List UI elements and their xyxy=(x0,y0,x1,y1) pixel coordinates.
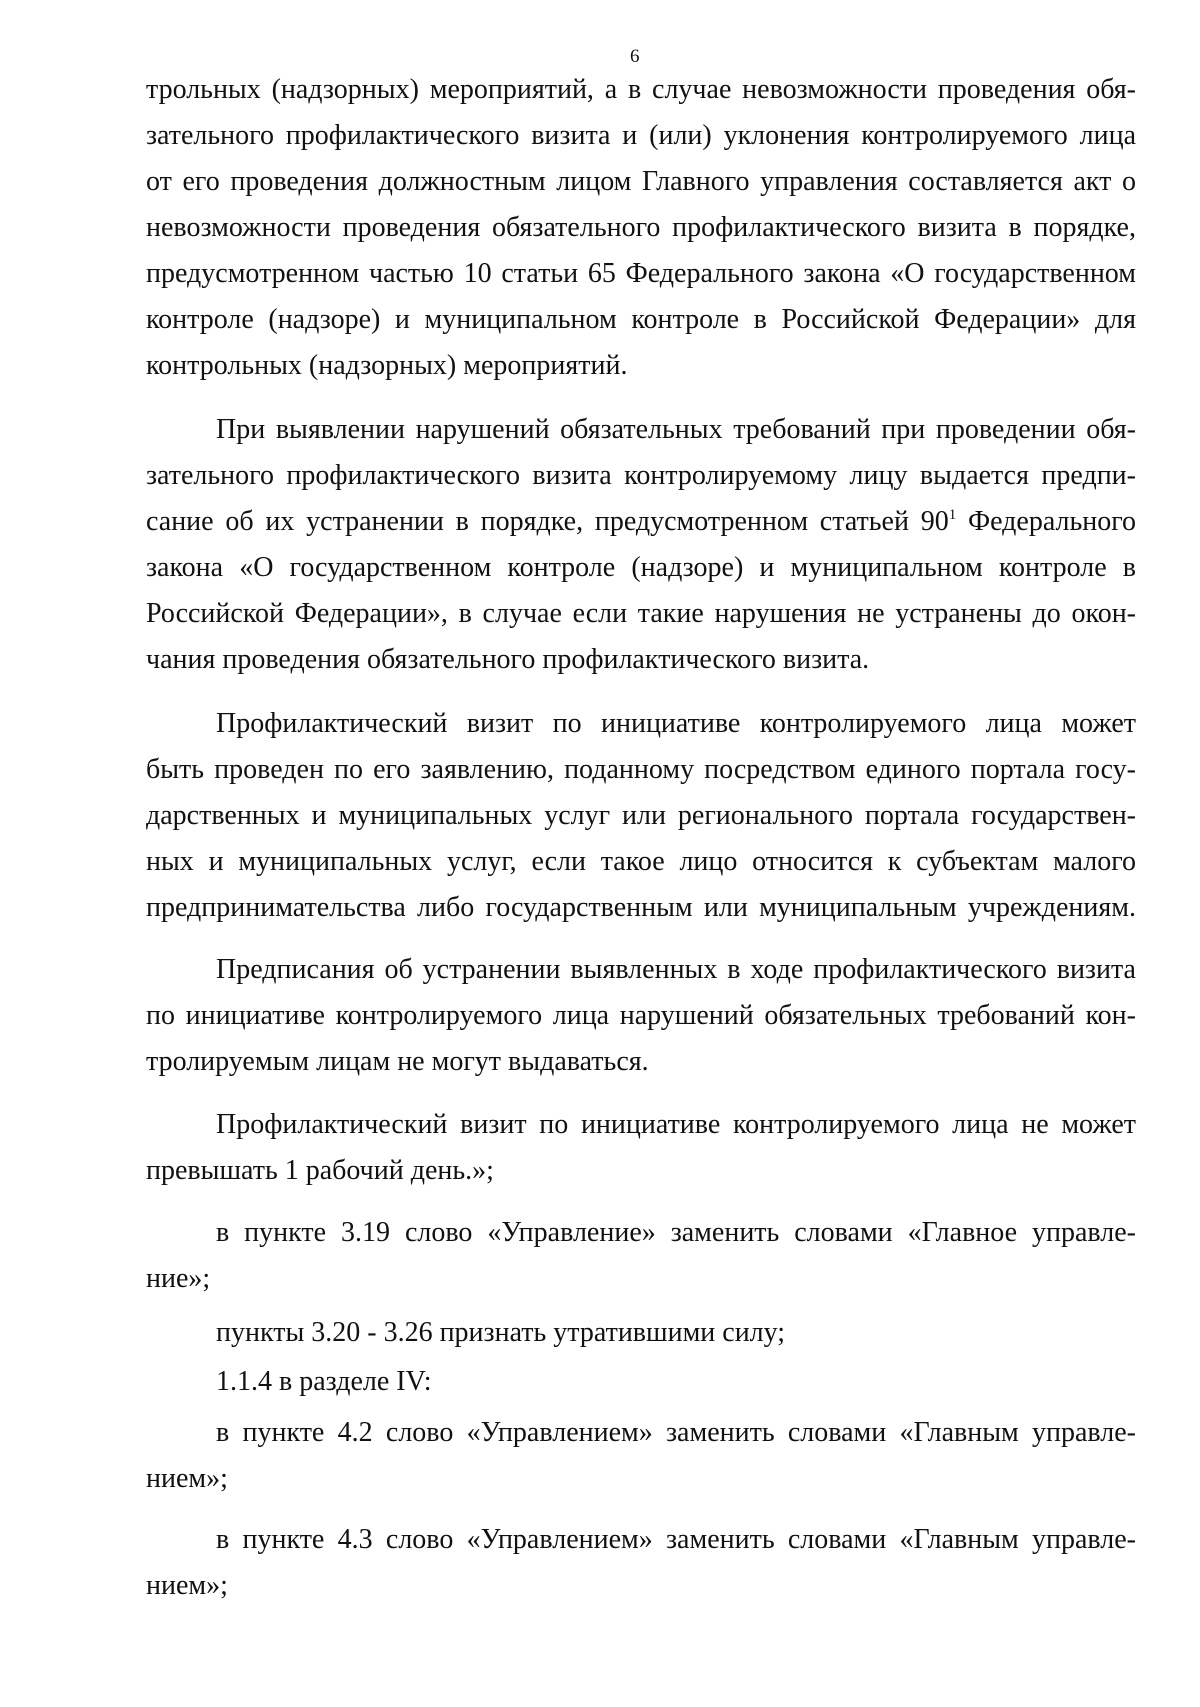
text-line: быть проведен по его заявлению, поданному посредством единого портала госу- xyxy=(146,754,1136,785)
text-line: Российской Федерации», в случае если такие нарушения не устранены до окон- xyxy=(146,598,1136,629)
superscript: 1 xyxy=(948,507,957,523)
text-line: нием»; xyxy=(146,1570,228,1601)
text-line: превышать 1 рабочий день.»; xyxy=(146,1155,494,1186)
text-line: 1.1.4 в разделе IV: xyxy=(216,1366,432,1397)
text-line: ных и муниципальных услуг, если такое лицо относится к субъектам малого xyxy=(146,846,1136,877)
text-line: предпринимательства либо государственным или муниципальным учреждениям. xyxy=(146,892,1136,923)
text-line: Профилактический визит по инициативе контролируемого лица не может xyxy=(216,1109,1136,1140)
text-line: пункты 3.20 - 3.26 признать утратившими силу; xyxy=(216,1317,786,1348)
text-line: от его проведения должностным лицом Главного управления составляется акт о xyxy=(146,166,1136,197)
text-line: тролируемым лицам не могут выдаваться. xyxy=(146,1046,649,1077)
text-line: невозможности проведения обязательного профилактического визита в порядке, xyxy=(146,212,1136,243)
text-line: зательного профилактического визита и (или) уклонения контролируемого лица xyxy=(146,120,1136,151)
text-line: дарственных и муниципальных услуг или регионального портала государствен- xyxy=(146,800,1136,831)
text-line: по инициативе контролируемого лица нарушений обязательных требований кон- xyxy=(146,1000,1136,1031)
text-line-with-superscript xyxy=(146,502,1136,542)
text-segment: сание об их устранении в порядке, предусмотренном статьей 90 xyxy=(146,506,949,537)
text-line: контрольных (надзорных) мероприятий. xyxy=(146,350,628,381)
text-line: предусмотренном частью 10 статьи 65 Федерального закона «О государственном xyxy=(146,258,1136,289)
text-line: контроле (надзоре) и муниципальном контроле в Российской Федерации» для xyxy=(146,304,1136,335)
text-line: Профилактический визит по инициативе контролируемого лица может xyxy=(216,708,1136,739)
page-number: 6 xyxy=(630,46,640,67)
text-line: в пункте 3.19 слово «Управление» заменить словами «Главное управле- xyxy=(216,1217,1136,1248)
text-line: закона «О государственном контроле (надзоре) и муниципальном контроле в xyxy=(146,552,1136,583)
text-line: чания проведения обязательного профилактического визита. xyxy=(146,644,870,675)
text-line: трольных (надзорных) мероприятий, а в случае невозможности проведения обя- xyxy=(146,74,1136,105)
text-line: в пункте 4.3 слово «Управлением» заменить словами «Главным управле- xyxy=(216,1524,1136,1555)
text-segment: Федерального xyxy=(956,506,1136,537)
text-line: нием»; xyxy=(146,1463,228,1494)
text-line: При выявлении нарушений обязательных требований при проведении обя- xyxy=(216,414,1136,445)
text-line: зательного профилактического визита контролируемому лицу выдается предпи- xyxy=(146,460,1136,491)
text-line: ние»; xyxy=(146,1263,211,1294)
text-line: Предписания об устранении выявленных в ходе профилактического визита xyxy=(216,954,1136,985)
text-line: в пункте 4.2 слово «Управлением» заменить словами «Главным управле- xyxy=(216,1417,1136,1448)
